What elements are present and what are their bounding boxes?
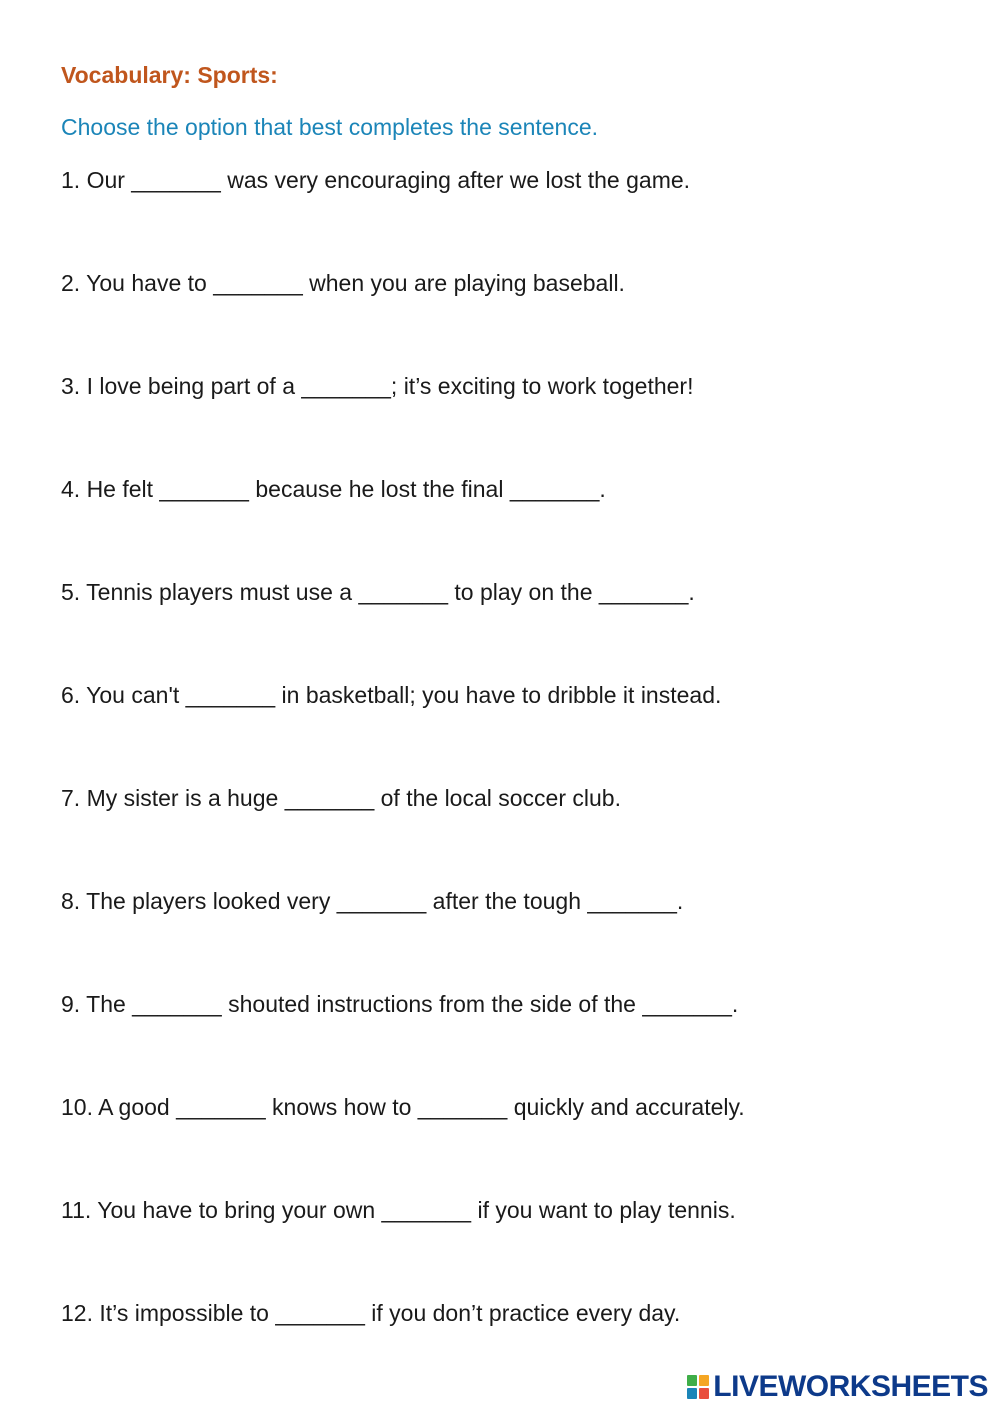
question-9: 9. The _______ shouted instructions from the side of the _______. [61, 991, 739, 1017]
liveworksheets-logo-icon [687, 1375, 709, 1399]
question-1: 1. Our _______ was very encouraging after we lost the game. [61, 167, 691, 193]
worksheet-title: Vocabulary: Sports: [61, 62, 278, 88]
question-10: 10. A good _______ knows how to _______ quickly and accurately. [61, 1094, 745, 1120]
question-list [61, 166, 745, 1402]
question-12: 12. It’s impossible to _______ if you don’t practice every day. [61, 1300, 681, 1326]
liveworksheets-logo-text: LIVEWORKSHEETS [713, 1370, 988, 1403]
question-3: 3. I love being part of a _______; it’s exciting to work together! [61, 373, 694, 399]
question-4: 4. He felt _______ because he lost the final _______. [61, 476, 606, 502]
worksheet-instruction: Choose the option that best completes the sentence. [61, 114, 599, 140]
question-5: 5. Tennis players must use a _______ to play on the _______. [61, 579, 695, 605]
question-8: 8. The players looked very _______ after the tough _______. [61, 888, 684, 914]
question-6: 6. You can't _______ in basketball; you have to dribble it instead. [61, 682, 722, 708]
liveworksheets-brand [687, 1370, 988, 1404]
question-2: 2. You have to _______ when you are playing baseball. [61, 270, 625, 296]
question-7: 7. My sister is a huge _______ of the local soccer club. [61, 785, 621, 811]
question-11: 11. You have to bring your own _______ if you want to play tennis. [61, 1197, 736, 1223]
